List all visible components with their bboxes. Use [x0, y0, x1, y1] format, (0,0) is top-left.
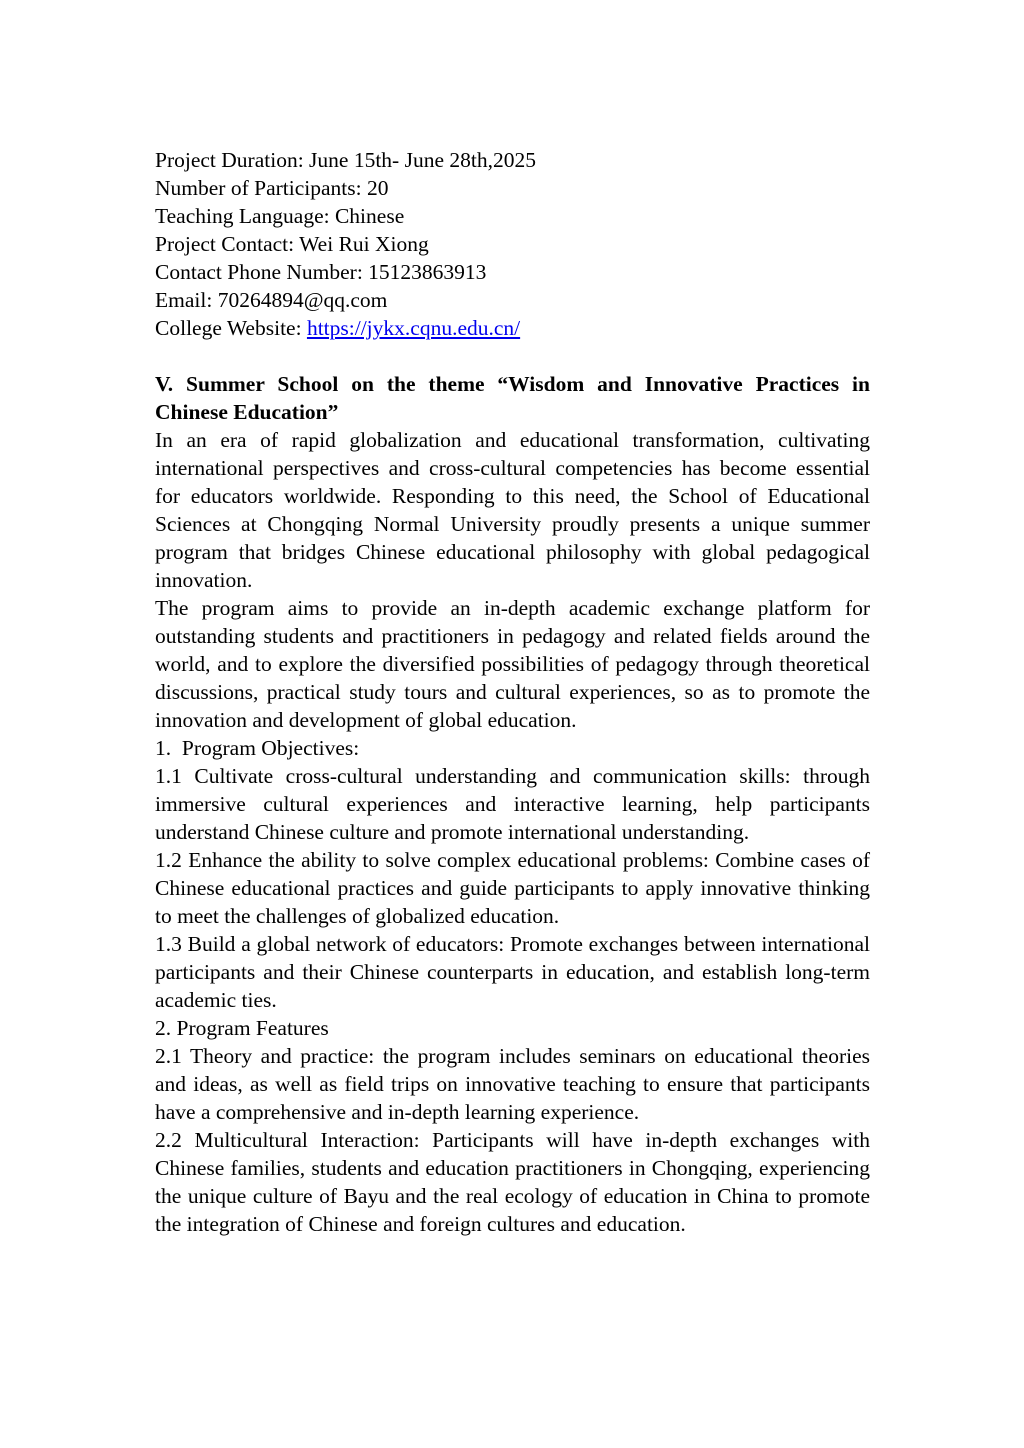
teaching-language-line: Teaching Language: Chinese	[155, 204, 405, 228]
paragraph-intro: In an era of rapid globalization and educational transformation, cultivating international perspectives and cross-cultural competencies has become essential for educators worldwide. Responding to this need, the School of Educational Sciences at Chongqing Normal University proudly presents a unique summer program that bridges Chinese educational philosophy with global pedagogical innovation.	[155, 428, 870, 592]
list-item-program-objectives: 1. Program Objectives:	[155, 736, 360, 760]
contact-phone-line: Contact Phone Number: 15123863913	[155, 260, 487, 284]
list-item-objective-1-2: 1.2 Enhance the ability to solve complex educational problems: Combine cases of Chinese educational practices and guide participants to apply innovative thinking to meet the challenges of globalized education.	[155, 848, 870, 928]
college-website-line	[155, 314, 870, 342]
list-item-feature-2-2: 2.2 Multicultural Interaction: Participants will have in-depth exchanges with Chinese families, students and education practitioners in Chongqing, experiencing the unique culture of Bayu and the real ecology of education in China to promote the integration of Chinese and foreign cultures and education.	[155, 1128, 870, 1236]
email-line: Email: 70264894@qq.com	[155, 288, 388, 312]
list-item-objective-1-3: 1.3 Build a global network of educators: Promote exchanges between international participants and their Chinese counterparts in education, and establish long-term academic ties.	[155, 932, 870, 1012]
project-duration-line: Project Duration: June 15th- June 28th,2025	[155, 148, 536, 172]
paragraph-program-aims: The program aims to provide an in-depth academic exchange platform for outstanding students and practitioners in pedagogy and related fields around the world, and to explore the diversified possibilities of pedagogy through theoretical discussions, practical study tours and cultural experiences, so as to promote the innovation and development of global education.	[155, 596, 870, 732]
participants-line: Number of Participants: 20	[155, 176, 389, 200]
list-item-feature-2-1: 2.1 Theory and practice: the program includes seminars on educational theories and ideas, as well as field trips on innovative teaching to ensure that participants have a comprehensive and in-depth learning experience.	[155, 1044, 870, 1124]
list-item-program-features: 2. Program Features	[155, 1016, 329, 1040]
list-item-objective-1-1: 1.1 Cultivate cross-cultural understanding and communication skills: through immersive cultural experiences and interactive learning, help participants understand Chinese culture and promote international understanding.	[155, 764, 870, 844]
project-contact-line: Project Contact: Wei Rui Xiong	[155, 232, 429, 256]
blank-line	[155, 342, 870, 370]
college-website-label: College Website:	[155, 316, 307, 340]
college-website-link[interactable]: https://jykx.cqnu.edu.cn/	[306, 316, 521, 340]
section-heading: V. Summer School on the theme “Wisdom and Innovative Practices in Chinese Education”	[155, 372, 870, 424]
